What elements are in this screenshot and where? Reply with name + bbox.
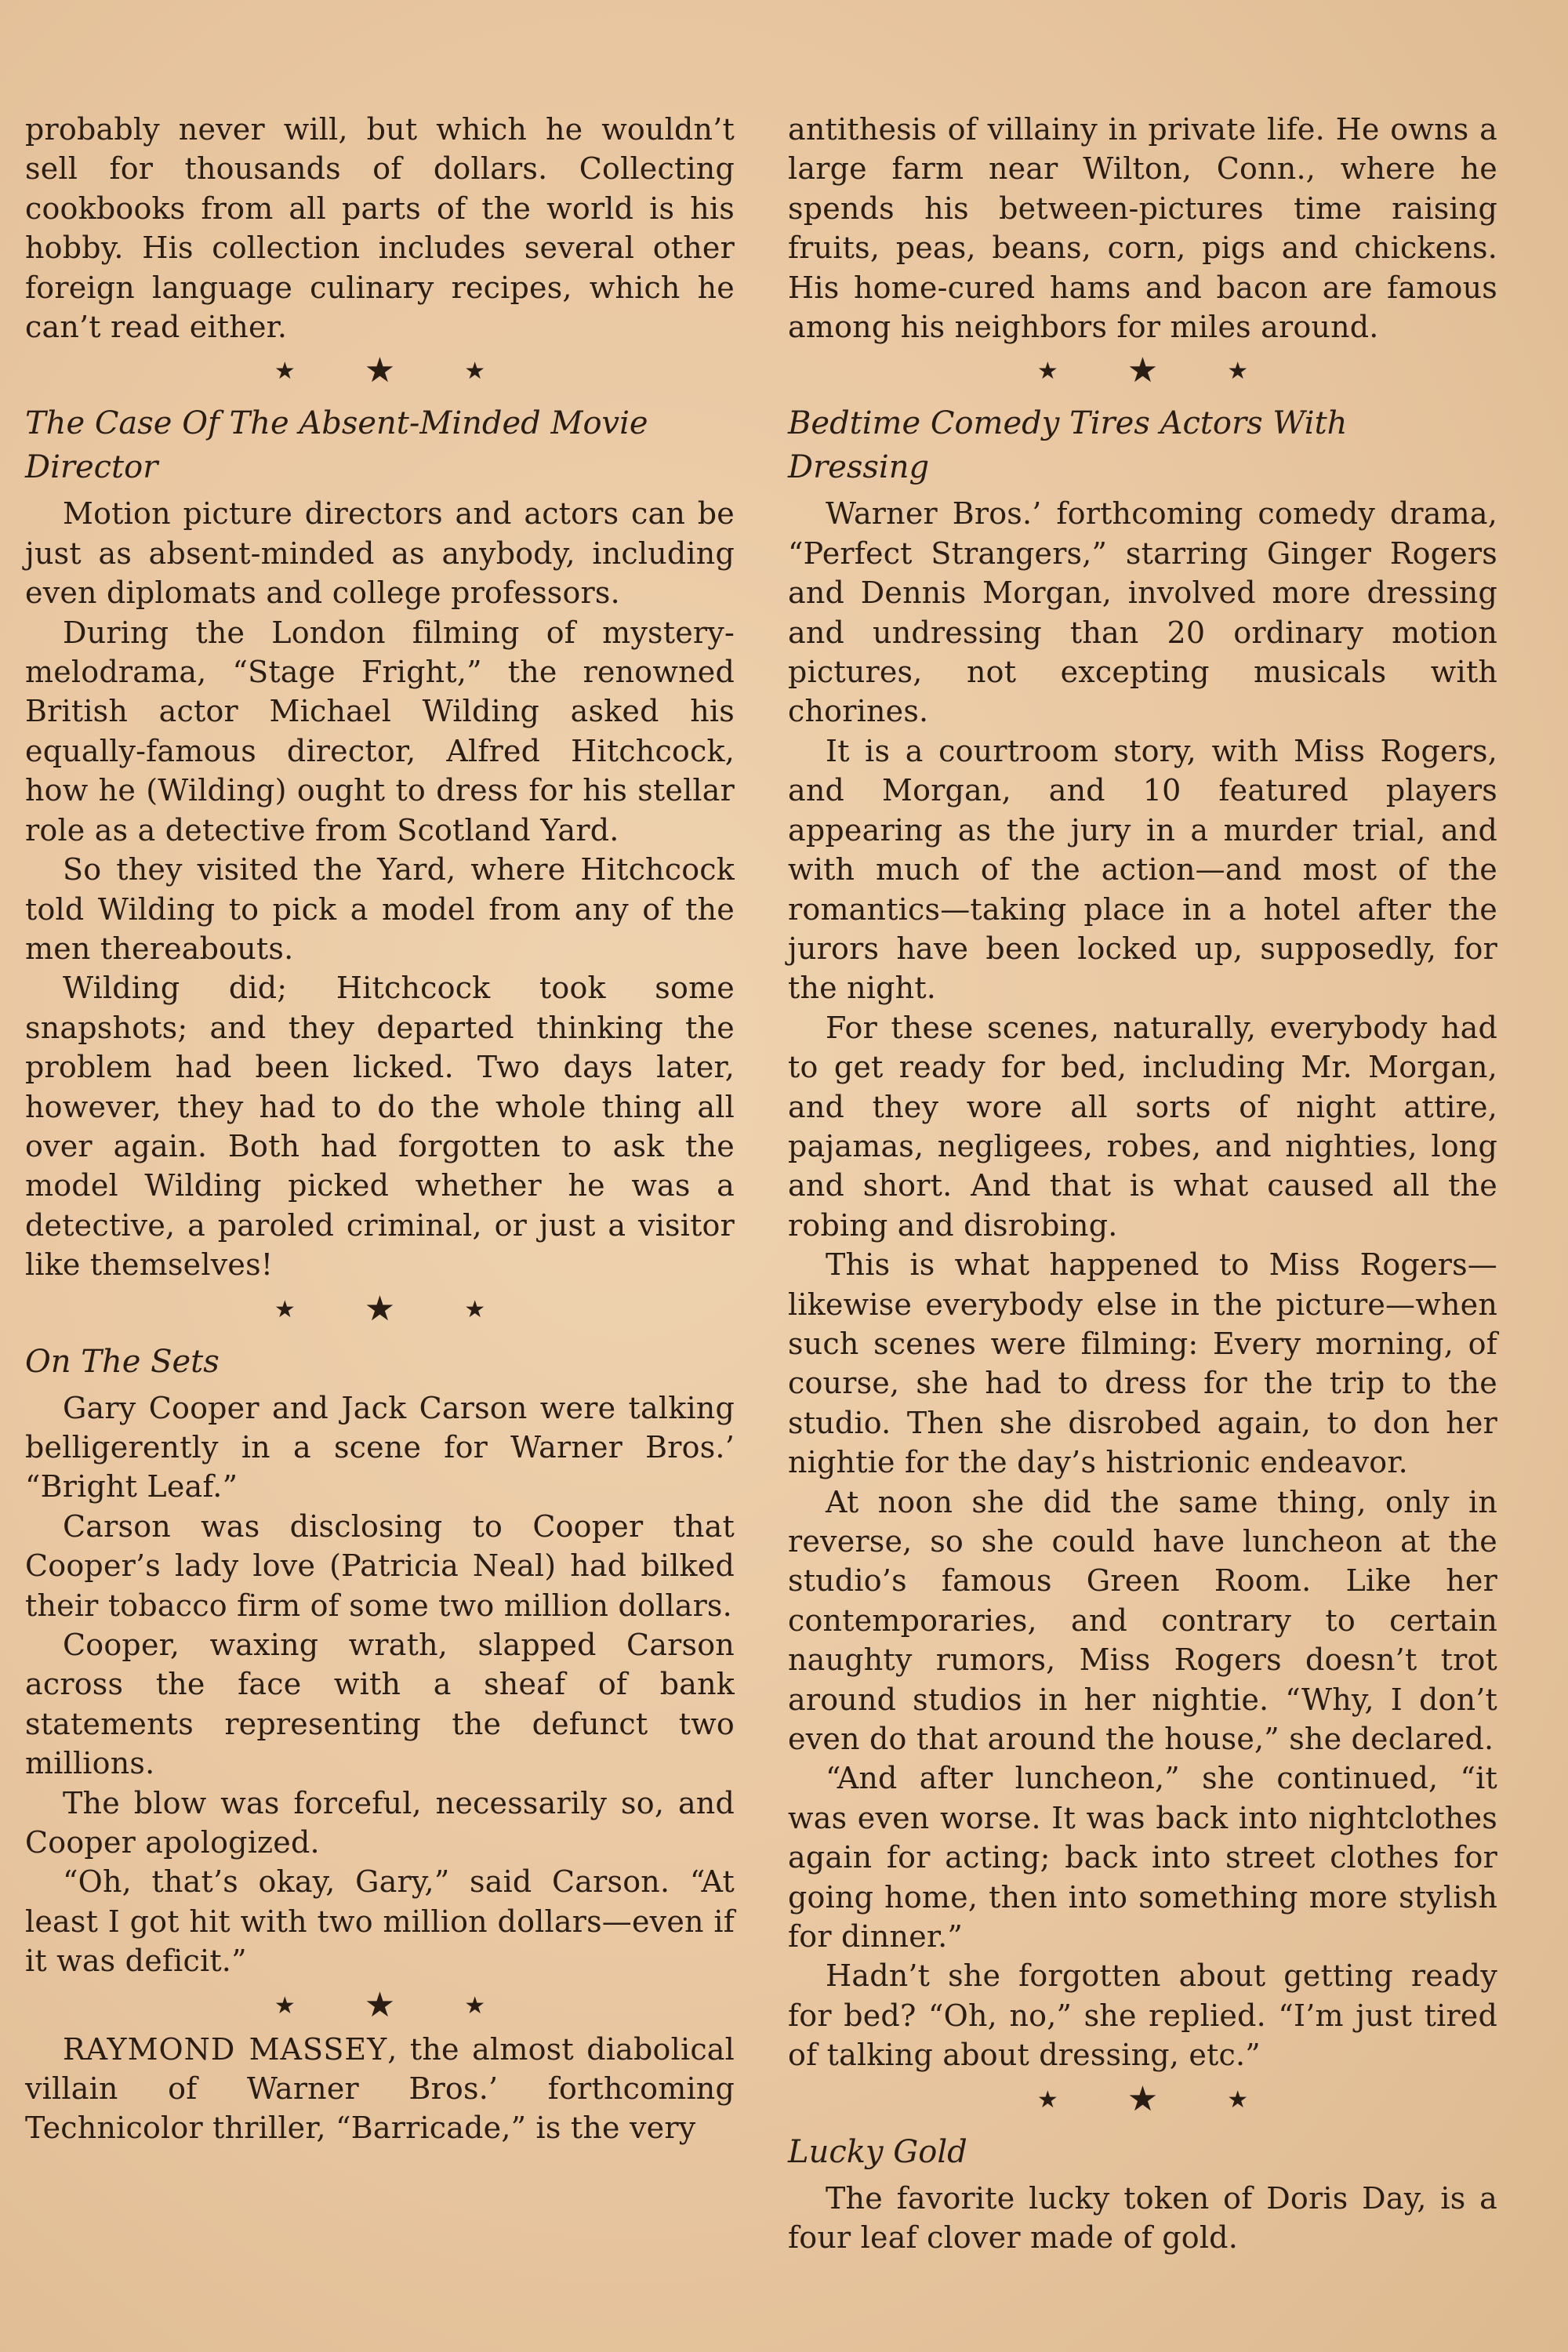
star-divider	[25, 1981, 735, 2030]
article-paragraph: During the London filming of mystery-melodrama, “Stage Fright,” the renowned British actor Michael Wilding asked his equally-famous director, Alfred Hitchcock, how he (Wilding) ought to dress for his stellar role as a detective from Scotland Yard.	[25, 615, 735, 848]
article-paragraph: So they visited the Yard, where Hitchcock told Wilding to pick a model from any of the men thereabouts.	[25, 852, 735, 966]
big-star-icon: ★	[1127, 350, 1159, 391]
article-paragraph: Cooper, waxing wrath, slapped Carson across the face with a sheaf of bank statements representing the defunct two millions.	[25, 1628, 735, 1781]
article-paragraph: Warner Bros.’ forthcoming comedy drama, “Perfect Strangers,” starring Ginger Rogers and Dennis Morgan, involved more dressing and undressing than 20 ordinary motion pictures, not excepting musicals with chorines.	[788, 496, 1497, 729]
star-divider	[788, 2075, 1497, 2124]
article-heading-director: The Case Of The Absent-Minded Movie Director	[25, 405, 648, 486]
small-star-icon: ★	[1036, 358, 1058, 386]
small-star-icon: ★	[464, 1991, 486, 2020]
star-divider	[25, 347, 735, 395]
article-text: , the almost diabolical villain of Warner Bros.’ forthcoming Technicolor thriller, “Barricade,” is the very	[25, 2031, 735, 2146]
small-star-icon: ★	[274, 358, 296, 386]
article-paragraph: Wilding did; Hitchcock took some snapshots; and they departed thinking the problem had been licked. Two days later, however, they had to do the whole thing all over again. Both had forgotten to ask the model Wilding picked whether he was a detective, a paroled criminal, or just a visitor like themselves!	[25, 971, 735, 1283]
small-star-icon: ★	[464, 358, 486, 386]
small-star-icon: ★	[274, 1991, 296, 2020]
article-paragraph: Hadn’t she forgotten about getting ready for bed? “Oh, no,” she replied. “I’m just tired of talking about dressing, etc.”	[788, 1958, 1497, 2073]
continued-paragraph-right: antithesis of villainy in private life. He owns a large farm near Wilton, Conn., where he spends his between-pictures time raising fruits, peas, beans, corn, pigs and chickens. His home-cured hams and bacon are famous among his neighbors for miles around.	[788, 112, 1497, 345]
article-paragraph: The blow was forceful, necessarily so, and Cooper apologized.	[25, 1785, 735, 1860]
small-star-icon: ★	[1036, 2085, 1058, 2114]
star-divider	[25, 1285, 735, 1334]
article-paragraph: For these scenes, naturally, everybody had to get ready for bed, including Mr. Morgan, and they wore all sorts of night attire, pajamas, negligees, robes, and nighties, long and short. And that is what caused all the robing and disrobing.	[788, 1010, 1497, 1243]
article-paragraph: “And after luncheon,” she continued, “it was even worse. It was back into nightclothes again for acting; back into street clothes for going home, then into something more stylish for dinner.”	[788, 1761, 1497, 1955]
small-star-icon: ★	[464, 1295, 486, 1323]
small-star-icon: ★	[1227, 358, 1249, 386]
article-paragraph: “Oh, that’s okay, Gary,” said Carson. “At least I got hit with two million dollars—even if it was deficit.”	[25, 1864, 735, 1979]
big-star-icon: ★	[364, 350, 396, 391]
continued-paragraph-left: probably never will, but which he wouldn’t sell for thousands of dollars. Collecting cookbooks from all parts of the world is his hobby. His collection includes several other foreign language culinary recipes, which he can’t read either.	[25, 112, 735, 345]
star-divider	[788, 347, 1497, 395]
actor-name: RAYMOND MASSEY	[63, 2031, 388, 2067]
article-paragraph: It is a courtroom story, with Miss Rogers, and Morgan, and 10 featured players appearing as the jury in a murder trial, and with much of the action—and most of the romantics—taking place in a hotel after the jurors have been locked up, supposedly, for the night.	[788, 733, 1497, 1006]
big-star-icon: ★	[1127, 2078, 1159, 2119]
small-star-icon: ★	[274, 1295, 296, 1323]
big-star-icon: ★	[364, 1288, 396, 1329]
article-paragraph: The favorite lucky token of Doris Day, is a four leaf clover made of gold.	[788, 2180, 1497, 2256]
small-star-icon: ★	[1227, 2085, 1249, 2114]
article-paragraph: Gary Cooper and Jack Carson were talking belligerently in a scene for Warner Bros.’ “Bright Leaf.”	[25, 1390, 735, 1504]
article-heading-lucky-gold: Lucky Gold	[788, 2133, 967, 2170]
article-paragraph: At noon she did the same thing, only in reverse, so she could have luncheon at the studio’s famous Green Room. Like her contemporaries, and contrary to certain naughty rumors, Miss Rogers doesn’t trot around studios in her nightie. “Why, I don’t even do that around the house,” she declared.	[788, 1484, 1497, 1757]
right-column	[788, 110, 1497, 2258]
article-heading-bedtime: Bedtime Comedy Tires Actors With Dressing	[788, 405, 1348, 486]
article-paragraph: Carson was disclosing to Cooper that Cooper’s lady love (Patricia Neal) had bilked their tobacco firm of some two million dollars.	[25, 1508, 735, 1623]
article-massey	[25, 2030, 735, 2148]
big-star-icon: ★	[364, 1984, 396, 2025]
article-heading-sets: On The Sets	[25, 1343, 220, 1380]
article-paragraph: Motion picture directors and actors can be just as absent-minded as anybody, including even diplomats and college professors.	[25, 496, 735, 611]
left-column	[25, 110, 735, 2148]
article-paragraph: This is what happened to Miss Rogers—likewise everybody else in the picture—when such scenes were filming: Every morning, of course, she had to dress for the trip to the studio. Then she disrobed again, to don her nightie for the day’s histrionic endeavor.	[788, 1247, 1497, 1480]
